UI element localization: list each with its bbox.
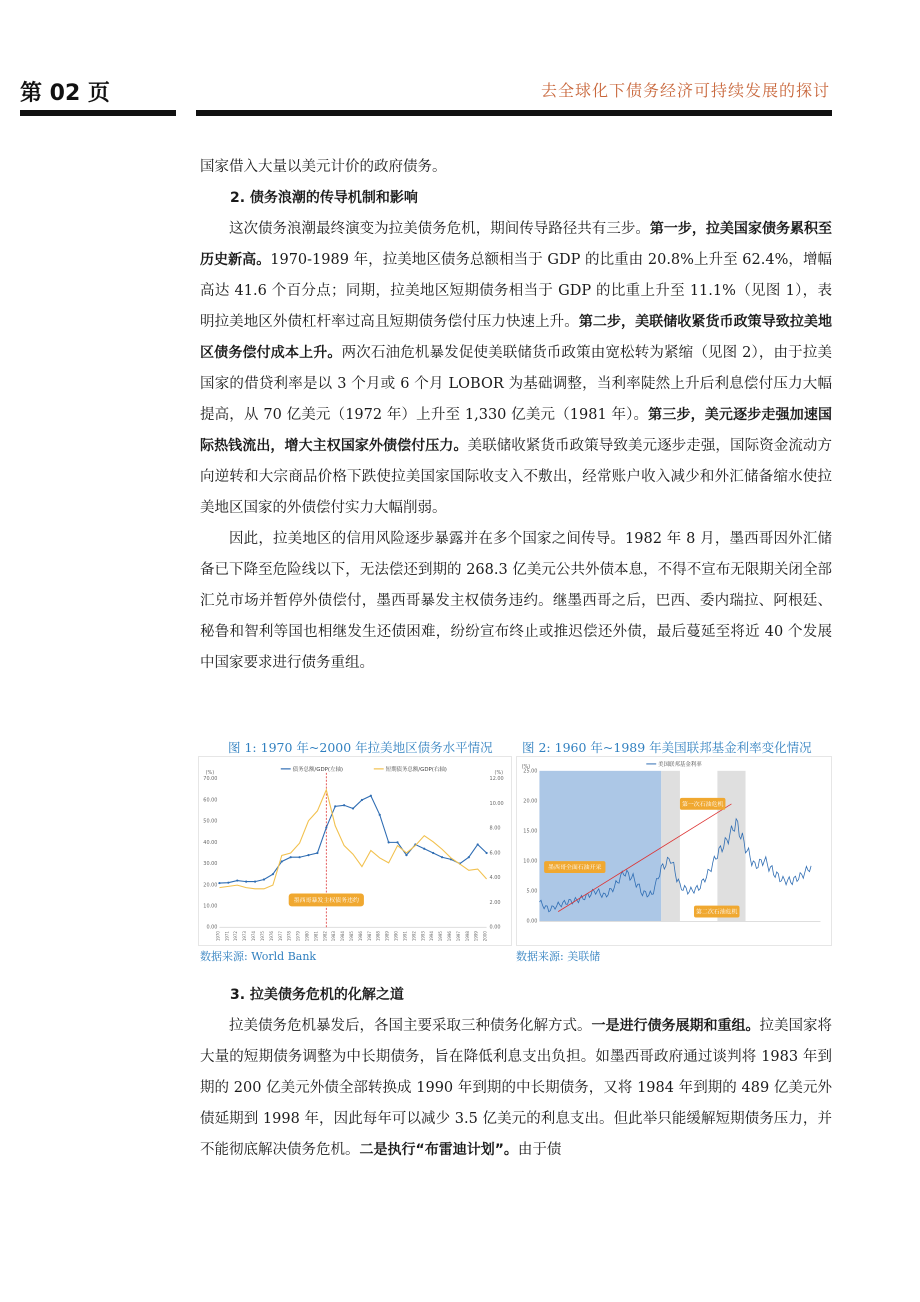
- x-tick: 1974: [251, 931, 257, 942]
- annotation-text: 第二次石油危机: [696, 908, 738, 916]
- data-point-debt: [441, 856, 443, 858]
- x-tick: 1979: [295, 931, 301, 942]
- chart-2-svg: [517, 757, 831, 945]
- chart-1-svg: [199, 757, 511, 945]
- y-tick-right: 0.00: [489, 924, 501, 931]
- text-run: 由于债: [517, 1142, 562, 1158]
- x-tick: 1987: [366, 931, 372, 942]
- y-tick-right: 10.00: [489, 800, 504, 807]
- y-tick: 0.00: [526, 918, 538, 925]
- data-point-debt: [423, 848, 425, 850]
- data-point-debt: [468, 856, 470, 858]
- x-tick: 1981: [313, 931, 319, 942]
- x-tick: 1984: [340, 931, 346, 942]
- text-run: 1970-1989 年，拉美地区债务总额相当于 GDP 的比重由 20.8%上升至 62.4%，增幅高达 41.6 个百分点；同期，拉美地区短期债务相当于 GDP 的比重上升至 11.1%（见图 1），表明拉美地区外债杠杆率过高且短期债务偿付压力快速上升。: [200, 252, 832, 330]
- paragraph-contagion: 因此，拉美地区的信用风险逐步暴露并在多个国家之间传导。1982 年 8 月，墨西哥因外汇储备已下降至危险线以下，无法偿还到期的 268.3 亿美元公共外债本息，不得不宣布无限期关闭全部汇兑市场并暂停外债偿付，墨西哥暴发主权债务违约。继墨西哥之后，巴西、委内瑞拉、阿根廷、秘鲁和智利等国也相继发生还债困难，纷纷宣布终止或推迟偿还外债，最后蔓延至将近 40 个发展中国家要求进行债务重组。: [200, 531, 832, 671]
- text-run: 拉美国家将大量的短期债务调整为中长期债务，旨在降低利息支出负担。如墨西哥政府通过谈判将 1983 年到期的 200 亿美元外债全部转换成 1990 年到期的中长期债务，又将 1984 年到期的 489 亿美元外债延期到 1998 年，因此每年可以减少 3.5 亿美元的利息支出。但此举只能缓解短期债务压力，并不能彻底解决债务危机。: [200, 1018, 832, 1158]
- x-tick: 1976: [268, 931, 274, 942]
- y-axis-left-unit: (%): [205, 769, 215, 776]
- body-text-top: [200, 152, 832, 679]
- data-point-debt: [477, 843, 479, 845]
- x-tick: 1973: [242, 931, 248, 942]
- y-tick-left: 50.00: [203, 818, 218, 825]
- data-point-debt: [388, 841, 390, 843]
- text-run: 拉美债务危机暴发后，各国主要采取三种债务化解方式。: [229, 1018, 592, 1034]
- text-run: 这次债务浪潮最终演变为拉美债务危机，期间传导路径共有三步。: [229, 221, 650, 237]
- body-text-bottom: [200, 980, 832, 1166]
- legend-label-short-debt: 短期债务总额/GDP(右轴): [385, 766, 447, 773]
- y-tick-left: 20.00: [203, 882, 218, 889]
- header-rule-right: [196, 110, 832, 116]
- page-number-label: 第 02 页: [20, 81, 110, 106]
- y-tick-left: 70.00: [203, 776, 218, 783]
- x-tick: 1980: [304, 931, 310, 942]
- data-point-debt: [307, 854, 309, 856]
- data-point-debt: [245, 881, 247, 883]
- document-title: 去全球化下债务经济可持续发展的探讨: [540, 81, 830, 100]
- x-tick: 1982: [322, 931, 328, 942]
- figure-1-chart: [198, 756, 512, 946]
- bold-run: 第三步，美元逐步走强加速国际热钱流出，增大主权国家外债偿付压力。: [200, 407, 832, 454]
- x-tick: 1972: [233, 931, 239, 942]
- data-point-debt: [281, 860, 283, 862]
- y-tick: 15.00: [523, 828, 538, 835]
- x-tick: 1997: [455, 931, 461, 942]
- data-point-debt: [396, 841, 398, 843]
- paragraph-continuation: 国家借入大量以美元计价的政府债务。: [200, 159, 447, 175]
- x-tick: 1998: [464, 931, 470, 942]
- y-tick-right: 2.00: [489, 899, 501, 906]
- data-point-debt: [227, 882, 229, 884]
- data-point-debt: [352, 807, 354, 809]
- figure-2-caption: 图 2: 1960 年~1989 年美国联邦基金利率变化情况: [522, 740, 812, 755]
- x-tick: 1992: [411, 931, 417, 942]
- data-point-debt: [361, 799, 363, 801]
- data-point-debt: [432, 852, 434, 854]
- x-tick: 1970: [215, 931, 221, 942]
- y-tick: 20.00: [523, 798, 538, 805]
- data-point-debt: [316, 852, 318, 854]
- series-line-short-debt: [219, 790, 486, 889]
- y-tick-left: 10.00: [203, 903, 218, 910]
- data-point-debt: [343, 804, 345, 806]
- data-point-debt: [370, 795, 372, 797]
- annotation-text: 墨西哥全面石油开采: [548, 864, 602, 872]
- x-tick: 1988: [375, 931, 381, 942]
- figure-2-source: 数据来源: 美联储: [516, 950, 601, 963]
- bold-run: 二是执行“布雷迪计划”。: [359, 1142, 518, 1158]
- legend-label-fed: 美国联邦基金利率: [658, 761, 702, 768]
- bold-run: 第二步，美联储收紧货币政策导致拉美地区债务偿付成本上升。: [200, 314, 832, 361]
- data-point-debt: [218, 882, 220, 884]
- header-rule-left: [20, 110, 176, 116]
- data-point-debt: [263, 878, 265, 880]
- data-point-debt: [290, 856, 292, 858]
- x-tick: 1993: [420, 931, 426, 942]
- x-tick: 1999: [473, 931, 479, 942]
- x-tick: 1985: [349, 931, 355, 942]
- x-tick: 1975: [259, 931, 265, 942]
- x-tick: 1986: [357, 931, 363, 942]
- text-run: 美联储收紧货币政策导致美元逐步走强，国际资金流动方向逆转和大宗商品价格下跌使拉美国家国际收支入不敷出，经常账户收入减少和外汇储备缩水使拉美地区国家的外债偿付实力大幅削弱。: [200, 438, 832, 516]
- y-tick-left: 40.00: [203, 839, 218, 846]
- data-point-debt: [379, 814, 381, 816]
- figure-1-source: 数据来源: World Bank: [200, 950, 317, 963]
- x-tick: 1995: [438, 931, 444, 942]
- x-tick: 1990: [393, 931, 399, 942]
- data-point-debt: [272, 873, 274, 875]
- y-tick: 10.00: [523, 858, 538, 865]
- y-tick-right: 8.00: [489, 825, 501, 832]
- x-tick: 1977: [277, 931, 283, 942]
- data-point-debt: [299, 856, 301, 858]
- x-tick: 1983: [331, 931, 337, 942]
- data-point-debt: [236, 879, 238, 881]
- shaded-period: [539, 771, 661, 921]
- data-point-debt: [405, 854, 407, 856]
- y-tick: 5.00: [526, 888, 538, 895]
- y-axis-right-unit: (%): [494, 769, 504, 776]
- figure-2-chart: [516, 756, 832, 946]
- x-tick: 1991: [402, 931, 408, 942]
- x-tick: 2000: [482, 931, 488, 942]
- section-heading-3: 3. 拉美债务危机的化解之道: [230, 987, 404, 1003]
- text-run: 两次石油危机暴发促使美联储货币政策由宽松转为紧缩（见图 2），由于拉美国家的借贷利率是以 3 个月或 6 个月 LOBOR 为基础调整，当利率陡然上升后利息偿付压力大幅提高，从 70 亿美元（1972 年）上升至 1,330 亿美元（1981 年）。: [200, 345, 832, 423]
- paragraph-transmission: [200, 214, 832, 524]
- x-tick: 1971: [224, 931, 230, 942]
- y-tick-right: 6.00: [489, 850, 501, 857]
- data-point-debt: [334, 805, 336, 807]
- y-tick-right: 4.00: [489, 875, 501, 882]
- data-point-debt: [325, 826, 327, 828]
- figure-1-caption: 图 1: 1970 年~2000 年拉美地区债务水平情况: [228, 740, 493, 755]
- x-tick: 1978: [286, 931, 292, 942]
- x-tick: 1996: [446, 931, 452, 942]
- data-point-debt: [486, 852, 488, 854]
- y-tick-left: 0.00: [206, 924, 218, 931]
- bold-run: 第一步，拉美国家债务累积至历史新高。: [200, 221, 833, 268]
- y-tick-left: 30.00: [203, 861, 218, 868]
- annotation-text: 墨西哥暴发主权债务违约: [293, 896, 359, 904]
- y-axis-unit: (%): [521, 763, 531, 770]
- y-tick: 25.00: [523, 768, 538, 775]
- data-point-debt: [254, 881, 256, 883]
- y-tick-left: 60.00: [203, 797, 218, 804]
- x-tick: 1989: [384, 931, 390, 942]
- y-tick-right: 12.00: [489, 776, 504, 783]
- paragraph-resolution: [200, 1011, 832, 1166]
- annotation-text: 第一次石油危机: [681, 800, 724, 808]
- legend-label-debt: 债务总额/GDP(左轴): [292, 766, 344, 773]
- section-heading-2: 2. 债务浪潮的传导机制和影响: [230, 190, 418, 206]
- bold-run: 一是进行债务展期和重组。: [591, 1018, 760, 1034]
- x-tick: 1994: [429, 931, 435, 942]
- shaded-period: [717, 771, 745, 921]
